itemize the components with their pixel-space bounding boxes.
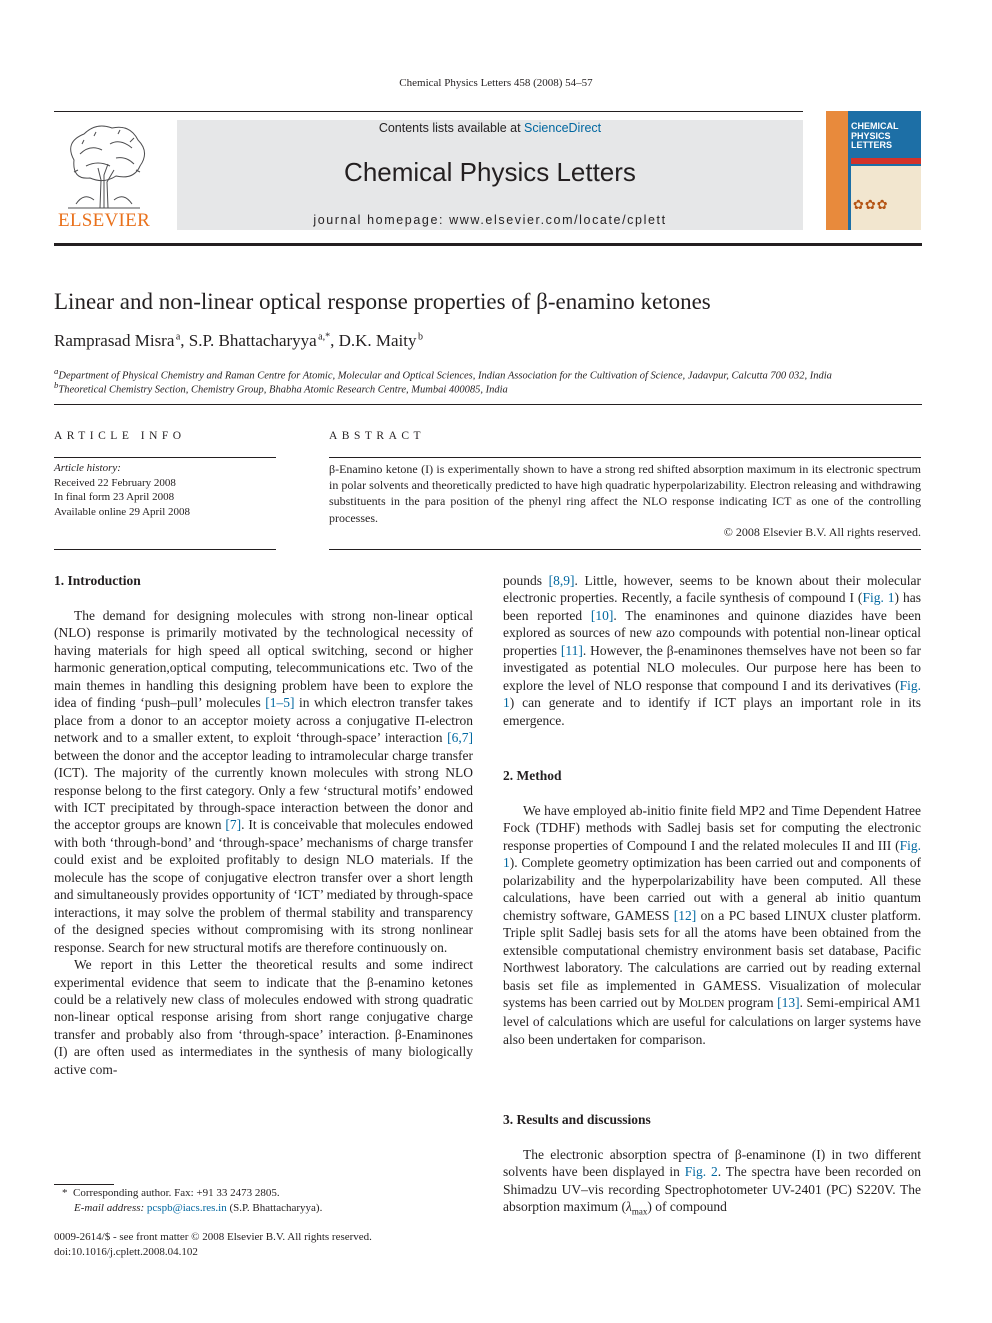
online-date: Available online 29 April 2008 (54, 505, 191, 518)
affil-text: Theoretical Chemistry Section, Chemistry Group, Bhabha Atomic Research Centre, Mumbai 400085, India (58, 384, 508, 396)
abstract-text: β-Enamino ketone (I) is experimentally shown to have a strong red shifted absorption maximum in its electronic spectrum in polar solvents and theoretically predicted to have high quadratic hyperpolarizability. Electron releasing and withdrawing substituents in the para position of the phenyl ring affect the NLO response indicating ICT as one of the controlling processes. (329, 462, 921, 525)
citation-link[interactable]: [8,9] (548, 573, 575, 588)
journal-cover-image (826, 111, 921, 230)
small-caps-run: OLDEN (690, 998, 725, 1010)
affiliation-rule (54, 404, 922, 405)
cover-molecules-icon: ✿✿✿ (853, 197, 889, 212)
figure-link[interactable]: Fig. 1 (503, 677, 921, 711)
cover-line-1: CHEMICAL (851, 121, 899, 131)
abstract-rule-top (329, 457, 921, 458)
figure-link[interactable]: Fig. 1 (862, 590, 895, 606)
final-form-date: In final form 23 April 2008 (54, 491, 175, 503)
publisher-name: ELSEVIER (57, 210, 151, 231)
introduction-body (54, 607, 473, 1078)
issn-line: 0009-2614/$ - see front matter © 2008 Elsevier B.V. All rights reserved. (54, 1231, 372, 1243)
lambda-subscript: max (631, 1207, 648, 1218)
text-run: between the donor and the acceptor leading to intramolecular charge transfer (ICT). The majority of the currently known molecules with strong NLO response belong to the first category. Only a few ‘structural motifs’ endowed with ICT precipitated by through-space interaction between the donor and the acceptor groups are known (54, 747, 473, 833)
citation-link[interactable]: [13] (777, 994, 800, 1010)
article-title: Linear and non-linear optical response properties of β-enamino ketones (54, 289, 711, 314)
email-link[interactable]: pcspb@iacs.res.in (146, 1202, 227, 1214)
author-affil-mark: b (417, 331, 423, 343)
paragraph: We report in this Letter the theoretical results and some indirect experimental evidence that seem to indicate that the β-enamino ketones could be a relatively new class of molecules endowed with strong quadratic non-linear optical response arising from short range conjugative charge transfer and probably also from ‘through-space’ interaction. β-Enaminones (I) are often used as intermediates in the synthesis of many biologically active com- (54, 957, 473, 1077)
footnote-rule (54, 1184, 114, 1185)
text-run: . Semi-empirical AM1 level of calculations which are useful for calculations on larger systems have also been undertaken for comparison. (503, 994, 921, 1047)
top-rule (54, 111, 803, 112)
text-run: The demand for designing molecules with strong non-linear optical (NLO) response is primarily motivated by the technological necessity of having materials for high speed all optical switching, second or higher harmonic generation,optical computing, telecommunications etc. Two of the main themes in handling this designing problem have been to explore the idea of finding ‘push–pull’ molecules (54, 608, 473, 711)
text-run: ) has been reported (503, 590, 922, 623)
figure-link[interactable]: Fig. 1 (503, 837, 921, 871)
text-run: program (724, 994, 778, 1010)
contents-prefix: Contents lists available at (378, 121, 525, 135)
footnote-star: * (62, 1187, 68, 1199)
figure-link[interactable]: Fig. 2 (684, 1164, 718, 1180)
text-run: ) can generate and to identify if ICT plays an important role in its emergence. (503, 695, 921, 728)
affil-text: Department of Physical Chemistry and Raman Centre for Atomic, Molecular and Optical Sciences, Indian Association for the Cultivation of Science, Jadavpur, Calcutta 700 032, India (58, 370, 832, 382)
lambda-symbol: λ (625, 1199, 632, 1215)
author-name[interactable]: Ramprasad Misra (54, 331, 175, 350)
citation-link[interactable]: [7] (225, 817, 242, 833)
footnote-line (54, 1186, 473, 1201)
cover-line-2: PHYSICS (851, 130, 891, 141)
abstract-rule-bottom (329, 549, 921, 550)
paragraph (54, 607, 473, 956)
history-label: Article history: (54, 462, 121, 474)
corresponding-author-footnote (54, 1186, 473, 1216)
citation-link[interactable]: [1–5] (265, 695, 295, 711)
text-run: in which electron transfer takes place from a donor to an acceptor moiety across a conjugative Π-electron network and to a smaller extent, to exploit ‘through-space’ interaction (54, 695, 473, 746)
citation-link[interactable]: [6,7] (447, 730, 473, 746)
article-info-rule-bottom (54, 549, 276, 550)
results-body (503, 1146, 921, 1222)
contents-line (177, 121, 803, 135)
header-rule (54, 243, 922, 246)
doi-line[interactable]: doi:10.1016/j.cplett.2008.04.102 (54, 1246, 198, 1258)
citation-link[interactable]: [11] (560, 642, 583, 658)
cover-band (851, 158, 921, 164)
text-run: We have employed ab-initio finite field MP2 and Time Dependent Hatree Fock (TDHF) methods with Sadlej basis set for computing the electronic response properties of Compound I and the related molecules II and III ( (503, 803, 921, 853)
section-heading-method: 2. Method (503, 768, 562, 783)
citation-link[interactable]: [12] (673, 907, 697, 923)
text-run: . The spectra have been recorded on Shimadzu UV–vis recording Spectrophotometer UV-2401 (PC) S220V. The absorption maximum ( (503, 1164, 921, 1215)
author-list: Ramprasad Misra $^a$, S.P. Bhattacharyya $^{a,*}$, D.K. Maity $^b$ (54, 331, 423, 350)
footnote-corresponding: Corresponding author. Fax: +91 33 2473 2805. (73, 1187, 280, 1199)
journal-homepage[interactable]: journal homepage: www.elsevier.com/locate/cplett (313, 213, 667, 227)
text-run: ). Complete geometry optimization has been carried out and components of polarizability and the hyperpolarizability have been computed. All these calculations, have been carried out with a general ab initio quantum chemistry software, GAMESS (503, 855, 921, 923)
citation-link[interactable]: [10] (590, 607, 614, 623)
email-label: E-mail address: (74, 1202, 145, 1214)
abstract-copyright: © 2008 Elsevier B.V. All rights reserved. (723, 525, 921, 539)
paragraph (503, 572, 921, 729)
text-run: pounds (503, 573, 549, 588)
cover-title (851, 122, 899, 151)
text-run: The electronic absorption spectra of β-enaminone (I) in two different solvents have been displayed in (503, 1147, 921, 1180)
text-run: . It is conceivable that molecules endowed with both ‘through-bond’ and ‘through-space’ mechanisms of charge transfer could exist and be exploited profitably to design NLO materials. If the molecule has the scope of conjugative electron transfer over a short length and simultaneously provides opportunity of ‘ICT’ mediated by through-space interactions, it may solve the problem of thermal stability and transparency of the designed species without compromising with its strong nonlinear response. Search for new structural motifs are therefore continuously on. (54, 817, 474, 955)
author-name[interactable]: S.P. Bhattacharyya (188, 331, 317, 350)
bottom-metadata (54, 1230, 473, 1260)
text-run: . Little, however, seems to be known about their molecular electronic properties. Recently, a facile synthesis of compound I ( (503, 573, 921, 606)
email-owner: (S.P. Bhattacharyya). (229, 1202, 323, 1214)
text-run: . However, the β-enaminones themselves have not been so far investigated as potential NLO molecules. Our purpose here has been to explore the level of NLO response that compound I and its derivatives ( (503, 642, 922, 693)
abstract-heading: ABSTRACT (329, 430, 426, 442)
section-heading-results: 3. Results and discussions (503, 1112, 651, 1127)
author-name[interactable]: D.K. Maity (338, 331, 417, 350)
sciencedirect-link[interactable]: ScienceDirect (524, 121, 602, 135)
text-run: ) of compound (647, 1199, 727, 1215)
method-body (503, 802, 921, 1048)
journal-title: Chemical Physics Letters (344, 157, 636, 187)
journal-citation: Chemical Physics Letters 458 (2008) 54–57 (399, 77, 593, 89)
paragraph (503, 1146, 921, 1222)
section-heading-introduction: 1. Introduction (54, 573, 141, 588)
affil-mark: a (54, 366, 59, 376)
affiliation-b (54, 380, 922, 396)
author-affil-mark: a (175, 331, 181, 343)
introduction-continued (503, 572, 921, 729)
article-history (54, 461, 276, 519)
cover-strip (826, 111, 848, 230)
received-date: Received 22 February 2008 (54, 476, 176, 489)
article-info-rule-top (54, 457, 276, 458)
article-info-heading: ARTICLE INFO (54, 430, 186, 442)
cover-line-3: LETTERS (851, 140, 893, 150)
footnote-email-line (54, 1201, 473, 1216)
text-run: on a PC based LINUX cluster platform. Triple split Sadlej basis sets for all the atoms have been obtained from the extensible computational chemistry environment basis set database, Pacific Northwest laboratory. The calculations are carried out by reading external basis set file as implemented in GAMESS. Visualization of molecular systems has been carried out by M (503, 907, 922, 1010)
author-affil-mark: a,* (318, 331, 331, 343)
affil-mark: b (54, 380, 59, 390)
text-run: . The enaminones and quinone diazides have been explored as sources of new azo compounds with potential non-linear optical properties (503, 607, 921, 658)
paragraph (503, 802, 921, 1048)
